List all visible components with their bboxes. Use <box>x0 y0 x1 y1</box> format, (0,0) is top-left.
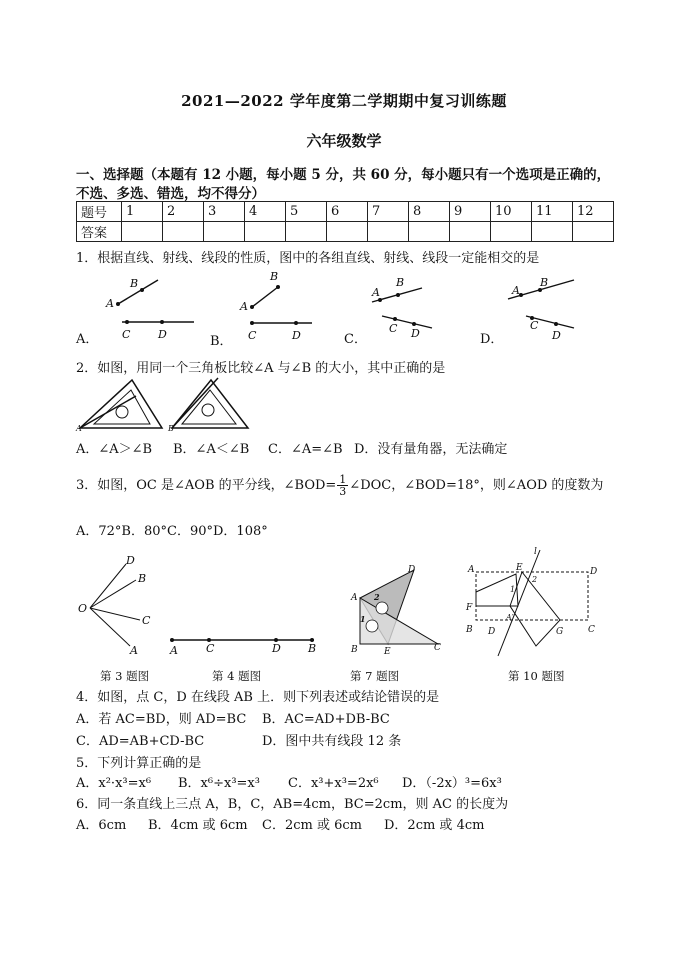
fig-label: E <box>516 563 523 573</box>
fig-label: B <box>130 277 139 290</box>
answer-table-cell: 5 <box>286 202 327 222</box>
fig-label: D <box>488 627 496 637</box>
question-1-option-c[interactable]: C． <box>344 332 367 347</box>
page-subtitle: 六年级数学 <box>306 132 382 150</box>
question-2-option-b[interactable]: B．∠A＜∠B <box>173 442 250 457</box>
fig-label: 1 <box>360 614 366 624</box>
question-6-stem: 6．同一条直线上三点 A，B，C，AB=4cm，BC=2cm，则 AC 的长度为 <box>76 797 509 812</box>
fig-label: B <box>351 645 358 655</box>
question-4-option-d[interactable]: D．图中共有线段 12 条 <box>262 734 402 749</box>
question-4-option-a[interactable]: A．若 AC=BD，则 AD=BC <box>76 712 247 727</box>
fig-label: G <box>556 627 564 637</box>
question-4-option-c[interactable]: C．AD=AB+CD-BC <box>76 734 205 749</box>
answer-table-cell: 10 <box>491 202 532 222</box>
fig-label: B <box>168 424 174 433</box>
figure-caption-q3: 第 3 题图 <box>100 669 150 683</box>
fig-label: C <box>122 328 131 341</box>
fig-label: C <box>588 625 595 635</box>
fig-label: B <box>138 572 147 585</box>
answer-table-row-label: 答案 <box>77 222 122 242</box>
question-3-stem-post: ∠DOC，∠BOD=18°，则∠AOD 的度数为 <box>349 478 604 493</box>
figure-q10-fold <box>462 546 604 658</box>
figure-caption-q10: 第 10 题图 <box>508 669 565 683</box>
section-heading-line2: 不选、多选、错选，均不得分） <box>76 186 265 202</box>
fig-label: A <box>240 300 248 313</box>
question-3-stem <box>76 474 603 497</box>
question-2-stem: 2．如图，用同一个三角板比较∠A 与∠B 的大小，其中正确的是 <box>76 361 446 376</box>
question-6-option-d[interactable]: D．2cm 或 4cm <box>384 818 485 833</box>
fig-label: C <box>248 329 257 342</box>
fig-label: C <box>206 642 215 655</box>
question-6-option-a[interactable]: A．6cm <box>76 818 127 833</box>
question-1-option-b[interactable]: B． <box>210 334 233 349</box>
fig-label: 2 <box>532 575 538 584</box>
answer-table-cell: 7 <box>368 202 409 222</box>
fig-label: D <box>272 642 281 655</box>
fig-label: D <box>552 329 561 342</box>
fig-label: B <box>466 625 473 635</box>
answer-table <box>76 201 614 242</box>
fig-label: A <box>512 284 520 297</box>
fig-label: C <box>142 614 151 627</box>
answer-table-row-answers <box>77 222 614 242</box>
question-5-option-d[interactable]: D．（-2x）³=6x³ <box>402 776 502 791</box>
answer-blank-cell[interactable] <box>163 222 204 242</box>
fig-label: B <box>270 270 279 283</box>
answer-blank-cell[interactable] <box>286 222 327 242</box>
question-2-option-a[interactable]: A．∠A＞∠B <box>76 442 153 457</box>
answer-blank-cell[interactable] <box>491 222 532 242</box>
fig-label: A <box>130 644 138 657</box>
answer-table-cell: 2 <box>163 202 204 222</box>
fraction-denominator: 3 <box>339 485 347 498</box>
fig-label: A <box>468 565 475 575</box>
fig-label: D <box>126 554 135 567</box>
question-1-option-d[interactable]: D． <box>480 332 504 347</box>
answer-table-cell: 4 <box>245 202 286 222</box>
fig-label: 1 <box>510 585 516 594</box>
fig-label: C <box>434 643 441 653</box>
fig-label: B <box>396 276 405 289</box>
answer-table-cell: 8 <box>409 202 450 222</box>
answer-table-cell: 1 <box>122 202 163 222</box>
answer-blank-cell[interactable] <box>409 222 450 242</box>
question-5-option-c[interactable]: C．x³+x³=2x⁶ <box>288 776 379 791</box>
question-6-option-c[interactable]: C．2cm 或 6cm <box>262 818 362 833</box>
fig-label: l <box>534 547 537 557</box>
fig-label: D <box>590 567 598 577</box>
question-1-stem: 1．根据直线、射线、线段的性质，图中的各组直线、射线、线段一定能相交的是 <box>76 251 540 266</box>
answer-blank-cell[interactable] <box>327 222 368 242</box>
fig-label: D <box>292 329 301 342</box>
fig-label: D <box>408 565 416 575</box>
figure-q4-segment <box>166 632 326 658</box>
answer-blank-cell[interactable] <box>573 222 614 242</box>
fig-label: D <box>411 327 420 340</box>
fig-label: E <box>384 647 391 657</box>
fig-label: D <box>158 328 167 341</box>
fig-label: A <box>106 297 114 310</box>
answer-blank-cell[interactable] <box>204 222 245 242</box>
question-5-option-a[interactable]: A．x²·x³=x⁶ <box>76 776 152 791</box>
fraction-numerator: 1 <box>339 473 347 486</box>
fraction <box>337 474 348 497</box>
answer-blank-cell[interactable] <box>122 222 163 242</box>
answer-blank-cell[interactable] <box>245 222 286 242</box>
fig-label: O <box>78 602 88 615</box>
answer-blank-cell[interactable] <box>368 222 409 242</box>
fig-label: A′ <box>506 613 514 622</box>
answer-table-cell: 9 <box>450 202 491 222</box>
question-1-option-a[interactable]: A． <box>76 332 99 347</box>
answer-table-row-numbers <box>77 202 614 222</box>
fig-label: C <box>530 319 539 332</box>
fig-label: B <box>308 642 317 655</box>
fig-label: 2 <box>374 592 380 602</box>
question-5-stem: 5．下列计算正确的是 <box>76 756 202 771</box>
fig-label: A <box>351 593 358 603</box>
figure-caption-q7: 第 7 题图 <box>350 669 400 683</box>
question-3-stem-pre: 3．如图，OC 是∠AOB 的平分线，∠BOD= <box>76 478 337 493</box>
question-1-figures <box>76 266 596 346</box>
answer-table-cell: 11 <box>532 202 573 222</box>
fig-label: C <box>389 322 398 335</box>
question-4-stem: 4．如图，点 C，D 在线段 AB 上．则下列表述或结论错误的是 <box>76 690 440 705</box>
answer-blank-cell[interactable] <box>532 222 573 242</box>
fig-label: A <box>170 644 178 657</box>
question-2-figure <box>76 376 256 434</box>
fig-label: A <box>76 424 82 433</box>
question-2-option-c[interactable]: C．∠A=∠B <box>268 442 343 457</box>
figure-q3-angles <box>76 550 156 660</box>
fig-label: B <box>540 276 549 289</box>
question-6-option-b[interactable]: B．4cm 或 6cm <box>148 818 248 833</box>
fig-label: F <box>466 603 473 613</box>
answer-table-row-label: 题号 <box>77 202 122 222</box>
question-3-options[interactable]: A．72°B．80°C．90°D．108° <box>76 524 268 539</box>
answer-table-cell: 6 <box>327 202 368 222</box>
question-4-option-b[interactable]: B．AC=AD+DB-BC <box>262 712 390 727</box>
fig-label: A <box>372 286 380 299</box>
figure-q7-triangles <box>342 562 446 656</box>
question-5-option-b[interactable]: B．x⁶÷x³=x³ <box>178 776 260 791</box>
answer-blank-cell[interactable] <box>450 222 491 242</box>
figure-caption-q4: 第 4 题图 <box>212 669 262 683</box>
section-heading-line1: 一、选择题（本题有 12 小题，每小题 5 分，共 60 分，每小题只有一个选项是正确的， <box>76 167 611 183</box>
answer-table-cell: 12 <box>573 202 614 222</box>
page-title: 2021—2022 学年度第二学期期中复习训练题 <box>181 92 507 110</box>
question-2-option-d[interactable]: D．没有量角器，无法确定 <box>354 442 508 457</box>
answer-table-cell: 3 <box>204 202 245 222</box>
